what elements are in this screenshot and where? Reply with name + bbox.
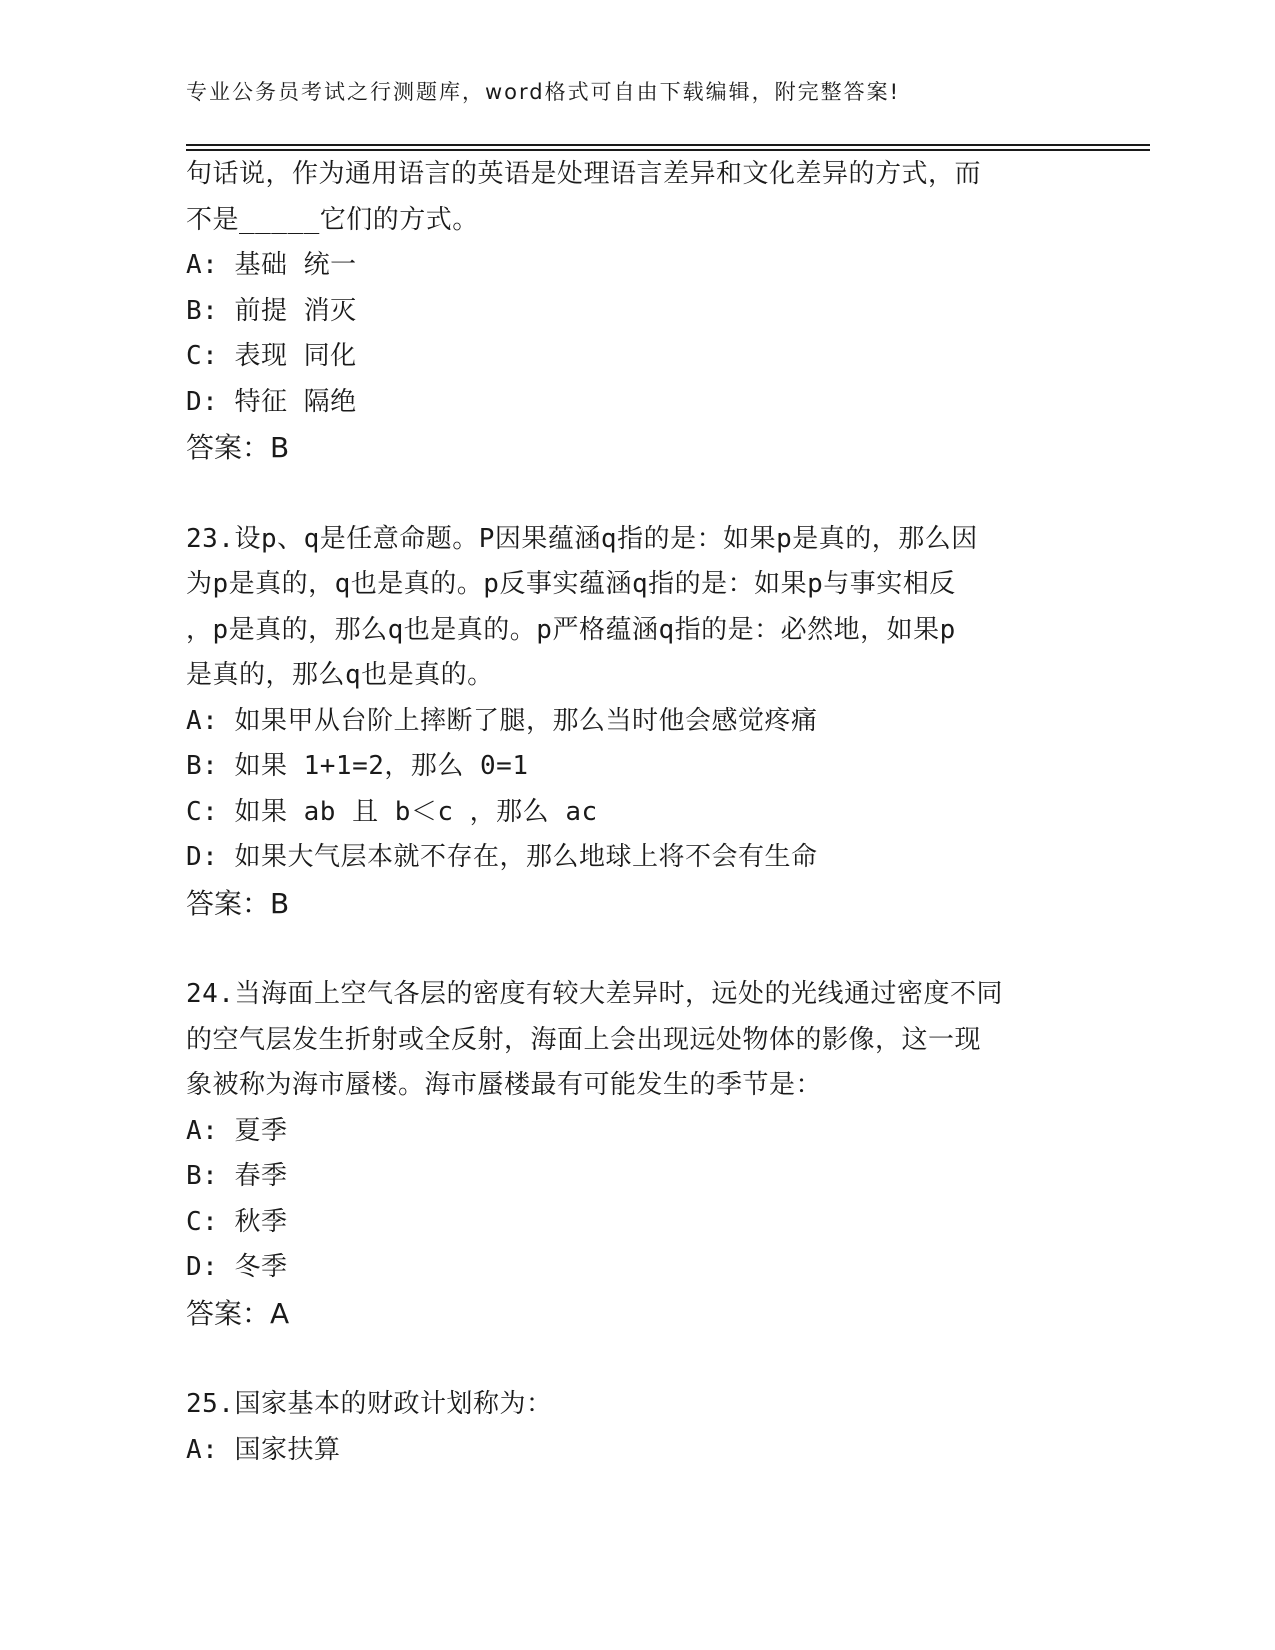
spacer [186,1336,1106,1382]
option-a: A: 基础 统一 [186,250,357,280]
question-stem-line: 24.当海面上空气各层的密度有较大差异时，远处的光线通过密度不同 [186,979,1003,1009]
header-rule-top [186,144,1150,146]
question-stem-line: 是真的，那么q也是真的。 [186,660,494,690]
option-a: A: 如果甲从台阶上摔断了腿，那么当时他会感觉疼痛 [186,705,818,736]
option-b: B: 前提 消灭 [186,295,357,326]
option-c: C: 如果 ab 且 b＜c ，那么 ac [186,796,598,827]
option-a: A: 夏季 [186,1115,288,1146]
page-header: 专业公务员考试之行测题库，word格式可自由下载编辑，附完整答案! [186,80,901,104]
answer-label: 答案：B [186,431,290,464]
option-d: D: 如果大气层本就不存在，那么地球上将不会有生命 [186,842,818,872]
answer-label: 答案：A [186,1296,290,1330]
spacer [186,471,1106,517]
question-22 [186,152,1106,471]
option-c: C: 秋季 [186,1206,288,1237]
spacer [186,926,1106,972]
question-stem-line: 的空气层发生折射或全反射，海面上会出现远处物体的影像，这一现 [186,1024,982,1055]
option-d: D: 特征 隔绝 [186,386,357,417]
question-stem-line: 象被称为海市蜃楼。海市蜃楼最有可能发生的季节是： [186,1070,823,1100]
question-stem-line: ，p是真的，那么q也是真的。p严格蕴涵q指的是：必然地，如果p [186,614,956,645]
question-content [186,152,1106,1473]
option-c: C: 表现 同化 [186,341,357,371]
question-stem-line: 不是_____它们的方式。 [186,204,479,235]
option-b: B: 如果 1+1=2，那么 0=1 [186,751,529,781]
header-rule-bottom [186,149,1150,151]
question-stem-line: 句话说，作为通用语言的英语是处理语言差异和文化差异的方式，而 [186,159,982,189]
option-a: A: 国家扶算 [186,1434,341,1465]
answer-label: 答案：B [186,886,290,920]
question-25 [186,1382,1106,1473]
question-24 [186,972,1106,1336]
question-stem-line: 25.国家基本的财政计划称为： [186,1389,553,1419]
option-d: D: 冬季 [186,1252,288,1282]
question-23 [186,517,1106,927]
question-stem-line: 为p是真的，q也是真的。p反事实蕴涵q指的是：如果p与事实相反 [186,569,956,599]
option-b: B: 春季 [186,1161,288,1191]
question-stem-line: 23.设p、q是任意命题。P因果蕴涵q指的是：如果p是真的，那么因 [186,523,978,554]
